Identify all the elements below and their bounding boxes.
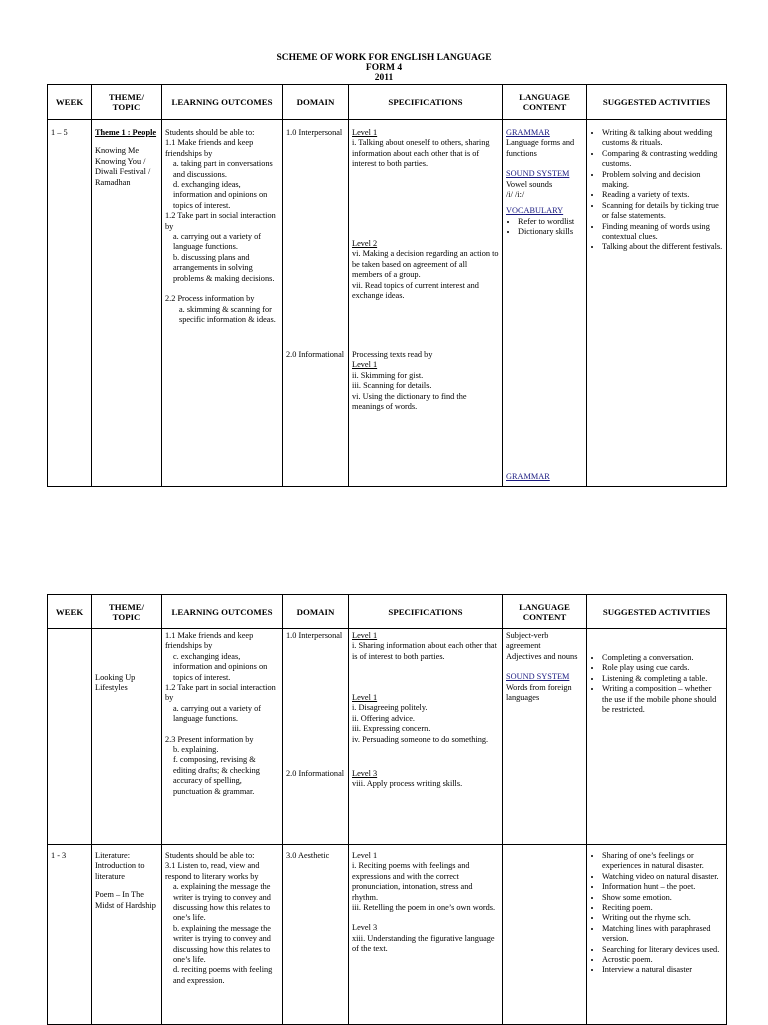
outcomes-cell — [162, 845, 283, 1025]
outcomes-cell — [162, 629, 283, 845]
activity-item: • Reading a variety of texts. — [602, 190, 723, 200]
week-value: 1 - 3 — [51, 851, 67, 860]
col-theme: THEME/ TOPIC — [92, 85, 162, 120]
col-language-content: LANGUAGE CONTENT — [503, 85, 587, 120]
vocabulary-heading: VOCABULARY — [506, 206, 564, 216]
spec-line: viii. Apply process writing skills. — [352, 779, 463, 789]
col-outcomes: LEARNING OUTCOMES — [162, 595, 283, 629]
outcome-line: 1.2 Take part in social interaction by — [165, 683, 276, 703]
lang-item: Adjectives and nouns — [506, 651, 578, 661]
col-activities: SUGGESTED ACTIVITIES — [587, 595, 727, 629]
activity-item: • Reciting poem. — [602, 903, 723, 913]
spec-line: ii. Skimming for gist. — [352, 370, 424, 380]
specifications-cell — [349, 845, 503, 1025]
outcome-line: f. composing, revising & editing drafts; & checking accuracy of spelling, punctuation & grammar. — [173, 755, 260, 796]
outcome-line: 1.2 Take part in social interaction by — [165, 211, 276, 231]
outcome-line: 3.1 Listen to, read, view and respond to literary works by — [165, 861, 260, 881]
grammar-heading-2: GRAMMAR — [506, 472, 550, 481]
theme-cell — [92, 845, 162, 1025]
domain-cell — [283, 845, 349, 1025]
domain-aesthetic: 3.0 Aesthetic — [286, 851, 330, 860]
activity-item: • Matching lines with paraphrased version. — [602, 924, 723, 945]
outcome-line: a. carrying out a variety of language functions. — [173, 232, 262, 252]
spec-level: Level 1 — [352, 693, 378, 702]
activity-item: • Searching for literary devices used. — [602, 945, 723, 955]
outcome-line: b. explaining. — [173, 745, 219, 755]
outcome-line: Students should be able to: — [165, 851, 255, 860]
outcome-line: 1.1 Make friends and keep friendships by — [165, 631, 254, 651]
activity-item: • Talking about the different festivals. — [602, 242, 723, 252]
col-week: WEEK — [48, 595, 92, 629]
spec-line: vi. Making a decision regarding an action to be taken based on agreement of all members of a group. — [352, 249, 499, 280]
col-domain: DOMAIN — [283, 595, 349, 629]
grammar-text: Language forms and functions — [506, 138, 575, 158]
spec-line: i. Sharing information about each other that is of interest to both parties. — [352, 641, 497, 661]
col-specifications: SPECIFICATIONS — [349, 85, 503, 120]
specifications-cell — [349, 120, 503, 487]
activity-item: • Scanning for details by ticking true or false statements. — [602, 201, 723, 222]
outcome-line: b. discussing plans and arrangements in solving problems & making decisions. — [173, 252, 275, 283]
spec-line: Processing texts read by — [352, 350, 433, 359]
domain-interpersonal: 1.0 Interpersonal — [286, 128, 343, 137]
spec-line: vii. Read topics of current interest and exchange ideas. — [352, 280, 479, 301]
activity-item: • Writing out the rhyme sch. — [602, 913, 723, 923]
spec-level: Level 1 — [352, 128, 378, 137]
domain-informational: 2.0 Informational — [286, 769, 345, 778]
outcome-line: a. skimming & scanning for specific information & ideas. — [179, 304, 276, 324]
week-cell — [48, 845, 92, 1025]
outcome-line: a. explaining the message the writer is trying to convey and discussing how this relates to one’s life. — [173, 882, 271, 923]
col-language-content: LANGUAGE CONTENT — [503, 595, 587, 629]
spec-level: Level 3 — [352, 923, 378, 933]
outcome-line: 2.3 Present information by — [165, 734, 254, 744]
spec-line: xiii. Understanding the figurative language of the text. — [352, 933, 495, 954]
col-domain: DOMAIN — [283, 85, 349, 120]
spec-level: Level 3 — [352, 769, 378, 778]
theme-title: Looking Up Lifestyles — [95, 673, 136, 693]
theme-title: Theme 1 : People — [95, 128, 157, 137]
spec-level: Level 1 — [352, 360, 378, 370]
theme-title: Literature: Introduction to literature — [95, 851, 145, 881]
outcome-line: c. exchanging ideas, information and opinions on topics of interest. — [173, 651, 268, 682]
activities-cell — [587, 120, 727, 487]
scheme-table-1 — [47, 84, 727, 487]
sound-system-text: Vowel sounds — [506, 179, 553, 189]
activities-cell — [587, 845, 727, 1025]
col-week: WEEK — [48, 85, 92, 120]
col-theme: THEME/ TOPIC — [92, 595, 162, 629]
specifications-cell — [349, 629, 503, 845]
theme-cell — [92, 629, 162, 845]
col-specifications: SPECIFICATIONS — [349, 595, 503, 629]
spec-line: vi. Using the dictionary to find the meanings of words. — [352, 391, 467, 412]
sound-system-ipa: /i/ /i:/ — [506, 190, 525, 200]
week-cell — [48, 629, 92, 845]
col-activities: SUGGESTED ACTIVITIES — [587, 85, 727, 120]
spec-level: Level 1 — [352, 851, 378, 860]
language-content-cell — [503, 120, 587, 487]
activities-cell — [587, 629, 727, 845]
spec-line: i. Reciting poems with feelings and expressions and with the correct pronunciation, intonation, stress and rhythm. — [352, 861, 473, 902]
activity-item: • Watching video on natural disaster. — [602, 872, 723, 882]
activity-item: • Comparing & contrasting wedding customs. — [602, 149, 723, 170]
activity-item: • Problem solving and decision making. — [602, 170, 723, 191]
spec-line: i. Disagreeing politely. — [352, 703, 428, 713]
sound-system-heading: SOUND SYSTEM — [506, 672, 570, 682]
activity-item: • Role play using cue cards. — [602, 663, 723, 673]
activity-item: • Acrostic poem. — [602, 955, 723, 965]
theme-subtopic: Poem – In The Midst of Hardship — [95, 890, 156, 910]
sound-system-heading: SOUND SYSTEM — [506, 169, 570, 179]
activity-item: • Information hunt – the poet. — [602, 882, 723, 892]
outcome-line: 2.2 Process information by — [165, 294, 255, 304]
spec-line: iii. Scanning for details. — [352, 381, 432, 391]
spec-line: iii. Retelling the poem in one’s own words. — [352, 903, 496, 913]
week-value: 1 – 5 — [51, 128, 68, 137]
activity-item: • Interview a natural disaster — [602, 965, 723, 975]
week-cell — [48, 120, 92, 487]
spec-line: ii. Offering advice. — [352, 713, 415, 723]
outcome-line: d. exchanging ideas, information and opinions on topics of interest. — [173, 180, 268, 210]
outcome-line: a. taking part in conversations and discussions. — [173, 159, 273, 179]
language-content-cell — [503, 629, 587, 845]
activity-item: • Writing & talking about wedding customs & rituals. — [602, 128, 723, 149]
theme-cell — [92, 120, 162, 487]
spec-level: Level 1 — [352, 631, 378, 640]
scheme-table-2 — [47, 594, 727, 1025]
spec-line: iv. Persuading someone to do something. — [352, 734, 489, 744]
spec-line: i. Talking about oneself to others, sharing information about each other that is of interest to both parties. — [352, 138, 490, 169]
outcomes-cell — [162, 120, 283, 487]
vocab-item: • Refer to wordlist — [518, 217, 583, 227]
outcome-line: Students should be able to: — [165, 128, 255, 137]
outcome-line: b. explaining the message the writer is trying to convey and discussing how this relates to one’s life. — [173, 923, 271, 965]
spec-line: iii. Expressing concern. — [352, 724, 431, 734]
grammar-heading: GRAMMAR — [506, 128, 550, 137]
document-title: SCHEME OF WORK FOR ENGLISH LANGUAGE — [276, 53, 492, 63]
domain-cell — [283, 120, 349, 487]
year-label: 2011 — [374, 73, 394, 83]
vocab-item: • Dictionary skills — [518, 227, 583, 237]
domain-interpersonal: 1.0 Interpersonal — [286, 631, 343, 640]
language-content-cell — [503, 845, 587, 1025]
activity-item: • Finding meaning of words using contextual clues. — [602, 222, 723, 243]
col-outcomes: LEARNING OUTCOMES — [162, 85, 283, 120]
theme-subtopics: Knowing Me Knowing You / Diwali Festival / Ramadhan — [95, 146, 151, 187]
spec-level: Level 2 — [352, 239, 378, 248]
activity-item: • Show some emotion. — [602, 893, 723, 903]
activity-item: • Sharing of one’s feelings or experiences in natural disaster. — [602, 851, 723, 872]
form-label: FORM 4 — [365, 63, 403, 73]
domain-informational: 2.0 Informational — [286, 350, 345, 359]
outcome-line: d. reciting poems with feeling and expression. — [173, 965, 273, 985]
activity-item: • Completing a conversation. — [602, 653, 723, 663]
sound-system-text: Words from foreign languages — [506, 682, 572, 703]
activity-item: • Listening & completing a table. — [602, 674, 723, 684]
outcome-line: a. carrying out a variety of language functions. — [173, 703, 262, 724]
outcome-line: 1.1 Make friends and keep friendships by — [165, 138, 254, 158]
lang-item: Subject-verb agreement — [506, 631, 549, 651]
domain-cell — [283, 629, 349, 845]
activity-item: • Writing a composition – whether the use if the mobile phone should be restricted. — [602, 684, 723, 715]
